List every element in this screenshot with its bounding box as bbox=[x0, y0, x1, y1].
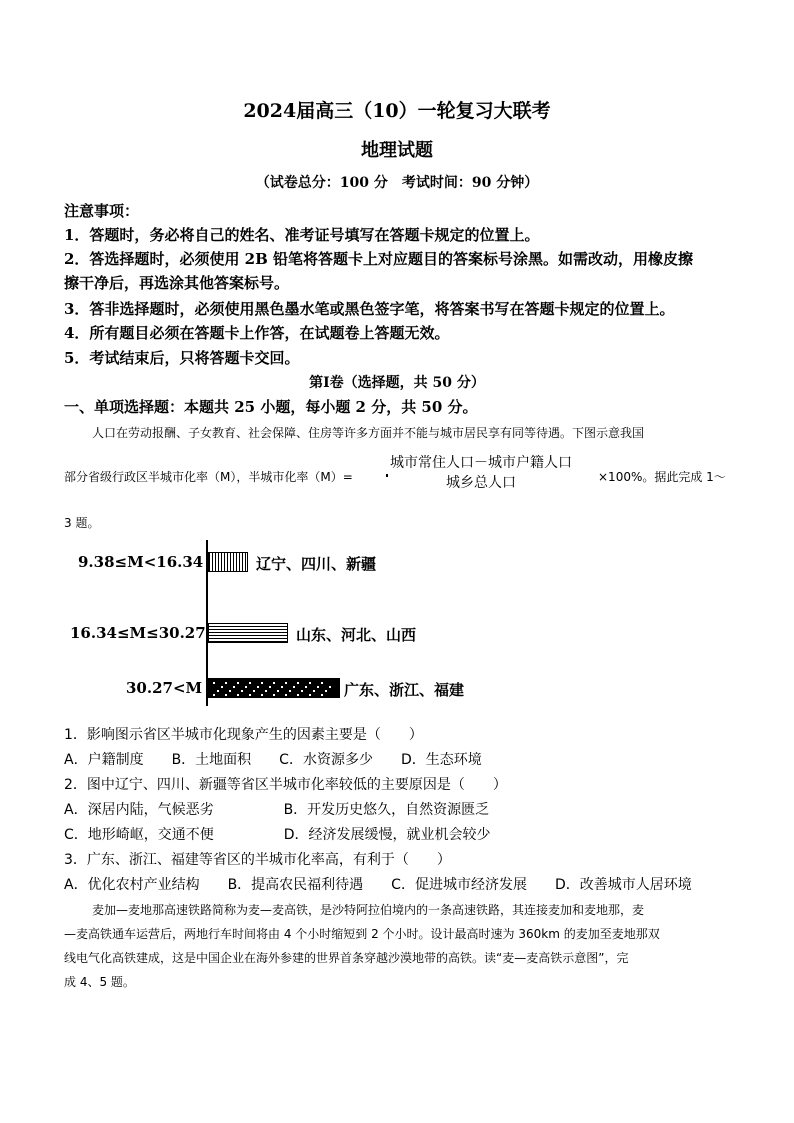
stem-line: 线电气化高铁建成，这是中国企业在海外参建的世界首条穿越沙漠地带的高铁。读“麦—麦高铁示意图”，完 bbox=[64, 951, 629, 965]
bar-pattern-dot bbox=[317, 686, 319, 688]
note-item: 3．答非选择题时，必须使用黑色墨水笔或黑色签字笔，将答案书写在答题卡规定的位置上。 bbox=[64, 300, 675, 318]
note-item: 4．所有题目必须在答题卡上作答，在试题卷上答题无效。 bbox=[64, 324, 450, 342]
bar-pattern-dot bbox=[297, 694, 299, 696]
bar-pattern-dot bbox=[225, 694, 227, 696]
bar-pattern-dot bbox=[213, 694, 215, 696]
bar-pattern-dot bbox=[301, 690, 303, 692]
question-options: C．地形崎岖，交通不便 D．经济发展缓慢，就业机会较少 bbox=[64, 827, 491, 843]
stem-line: 部分省级行政区半城市化率（M），半城市化率（M）= bbox=[64, 470, 353, 484]
fraction-numerator: 城市常住人口－城市户籍人口 bbox=[390, 455, 572, 471]
question-stem: 3．广东、浙江、福建等省区的半城市化率高，有利于（ ） bbox=[64, 852, 451, 868]
chart-category-label: 16.34≤M≤30.27 bbox=[70, 624, 206, 642]
bar-pattern-dot bbox=[249, 682, 251, 684]
question-stem: 2．图中辽宁、四川、新疆等省区半城市化率较低的主要原因是（ ） bbox=[64, 777, 507, 793]
question-options: A．深居内陆，气候恶劣 B．开发历史悠久，自然资源匮乏 bbox=[64, 802, 490, 818]
bar-pattern-dot bbox=[237, 694, 239, 696]
note-item: 1．答题时，务必将自己的姓名、准考证号填写在答题卡规定的位置上。 bbox=[64, 226, 540, 244]
chart-bar-label: 辽宁、四川、新疆 bbox=[256, 555, 377, 573]
chart-bar bbox=[208, 678, 340, 698]
stem-line: 人口在劳动报酬、子女教育、社会保障、住房等许多方面并不能与城市居民享有同等待遇。下图示意我国 bbox=[92, 426, 645, 440]
bar-pattern-dot bbox=[277, 690, 279, 692]
bar-pattern-dot bbox=[273, 682, 275, 684]
chart-category-label: 30.27<M bbox=[126, 679, 203, 697]
bar-pattern-dot bbox=[321, 694, 323, 696]
bar-pattern-dot bbox=[285, 682, 287, 684]
chart-bar-label: 广东、浙江、福建 bbox=[344, 681, 465, 699]
bar-pattern-dot bbox=[313, 690, 315, 692]
bar-pattern-dot bbox=[305, 686, 307, 688]
stem-line: ×100%。据此完成 1～ bbox=[598, 470, 726, 484]
bar-pattern-dot bbox=[261, 694, 263, 696]
bar-pattern-dot bbox=[273, 694, 275, 696]
note-item: 5．考试结束后，只将答题卡交回。 bbox=[64, 349, 300, 367]
bar-pattern-dot bbox=[233, 686, 235, 688]
bar-pattern-dot bbox=[217, 690, 219, 692]
exam-title: 2024届高三（10）一轮复习大联考 bbox=[243, 100, 551, 122]
bar-pattern-dot bbox=[297, 682, 299, 684]
bar-pattern-dot bbox=[245, 686, 247, 688]
bar-pattern-dot bbox=[249, 694, 251, 696]
question-options: A．优化农村产业结构 B．提高农民福利待遇 C．促进城市经济发展 D．改善城市人居环境 bbox=[64, 877, 692, 893]
bar-pattern-dot bbox=[321, 682, 323, 684]
bar-pattern-dot bbox=[265, 690, 267, 692]
bar-pattern-dot bbox=[257, 686, 259, 688]
fraction-bar bbox=[386, 474, 388, 477]
subject-title: 地理试题 bbox=[361, 140, 433, 161]
chart-category-label: 9.38≤M<16.34 bbox=[78, 553, 204, 571]
chart-bar bbox=[208, 552, 248, 572]
bar-pattern-dot bbox=[285, 694, 287, 696]
bar-pattern-dot bbox=[213, 682, 215, 684]
note-item: 2．答选择题时，必须使用 2B 铅笔将答题卡上对应题目的答案标号涂黑。如需改动，用橡皮擦 bbox=[64, 250, 694, 268]
bar-pattern-dot bbox=[229, 690, 231, 692]
chart-bar bbox=[208, 623, 288, 643]
chart-bar-label: 山东、河北、山西 bbox=[296, 626, 417, 644]
exam-info: （试卷总分：100 分 考试时间：90 分钟） bbox=[255, 175, 539, 191]
bar-pattern-dot bbox=[309, 694, 311, 696]
bar-pattern-dot bbox=[293, 686, 295, 688]
bar-pattern-dot bbox=[269, 686, 271, 688]
bar-pattern-dot bbox=[281, 686, 283, 688]
bar-pattern-dot bbox=[253, 690, 255, 692]
bar-pattern-dot bbox=[237, 682, 239, 684]
stem-line: 成 4、5 题。 bbox=[64, 975, 135, 989]
bar-pattern-dot bbox=[329, 686, 331, 688]
bar-pattern-dot bbox=[289, 690, 291, 692]
notes-heading: 注意事项： bbox=[64, 202, 140, 220]
stem-line: 麦加—麦地那高速铁路简称为麦—麦高铁，是沙特阿拉伯境内的一条高速铁路，其连接麦加和麦地那，麦 bbox=[92, 903, 645, 917]
bar-pattern-dot bbox=[325, 690, 327, 692]
bar-pattern-dot bbox=[221, 686, 223, 688]
bar-pattern-dot bbox=[261, 682, 263, 684]
bar-pattern-dot bbox=[225, 682, 227, 684]
question-options: A．户籍制度 B．土地面积 C．水资源多少 D．生态环境 bbox=[64, 752, 482, 768]
part-title: 一、单项选择题：本题共 25 小题，每小题 2 分，共 50 分。 bbox=[64, 398, 478, 416]
bar-pattern-dot bbox=[241, 690, 243, 692]
note-item: 擦干净后，再选涂其他答案标号。 bbox=[64, 274, 290, 292]
stem-line: 3 题。 bbox=[64, 516, 100, 530]
formula-fraction bbox=[386, 452, 576, 492]
bar-pattern-dot bbox=[309, 682, 311, 684]
volume-title: 第Ⅰ卷（选择题，共 50 分） bbox=[309, 375, 485, 391]
fraction-denominator: 城乡总人口 bbox=[446, 475, 516, 491]
stem-line: —麦高铁通车运营后，两地行车时间将由 4 个小时缩短到 2 个小时。设计最高时速为 360km 的麦加至麦地那双 bbox=[64, 927, 660, 941]
question-stem: 1．影响图示省区半城市化现象产生的因素主要是（ ） bbox=[64, 727, 423, 743]
